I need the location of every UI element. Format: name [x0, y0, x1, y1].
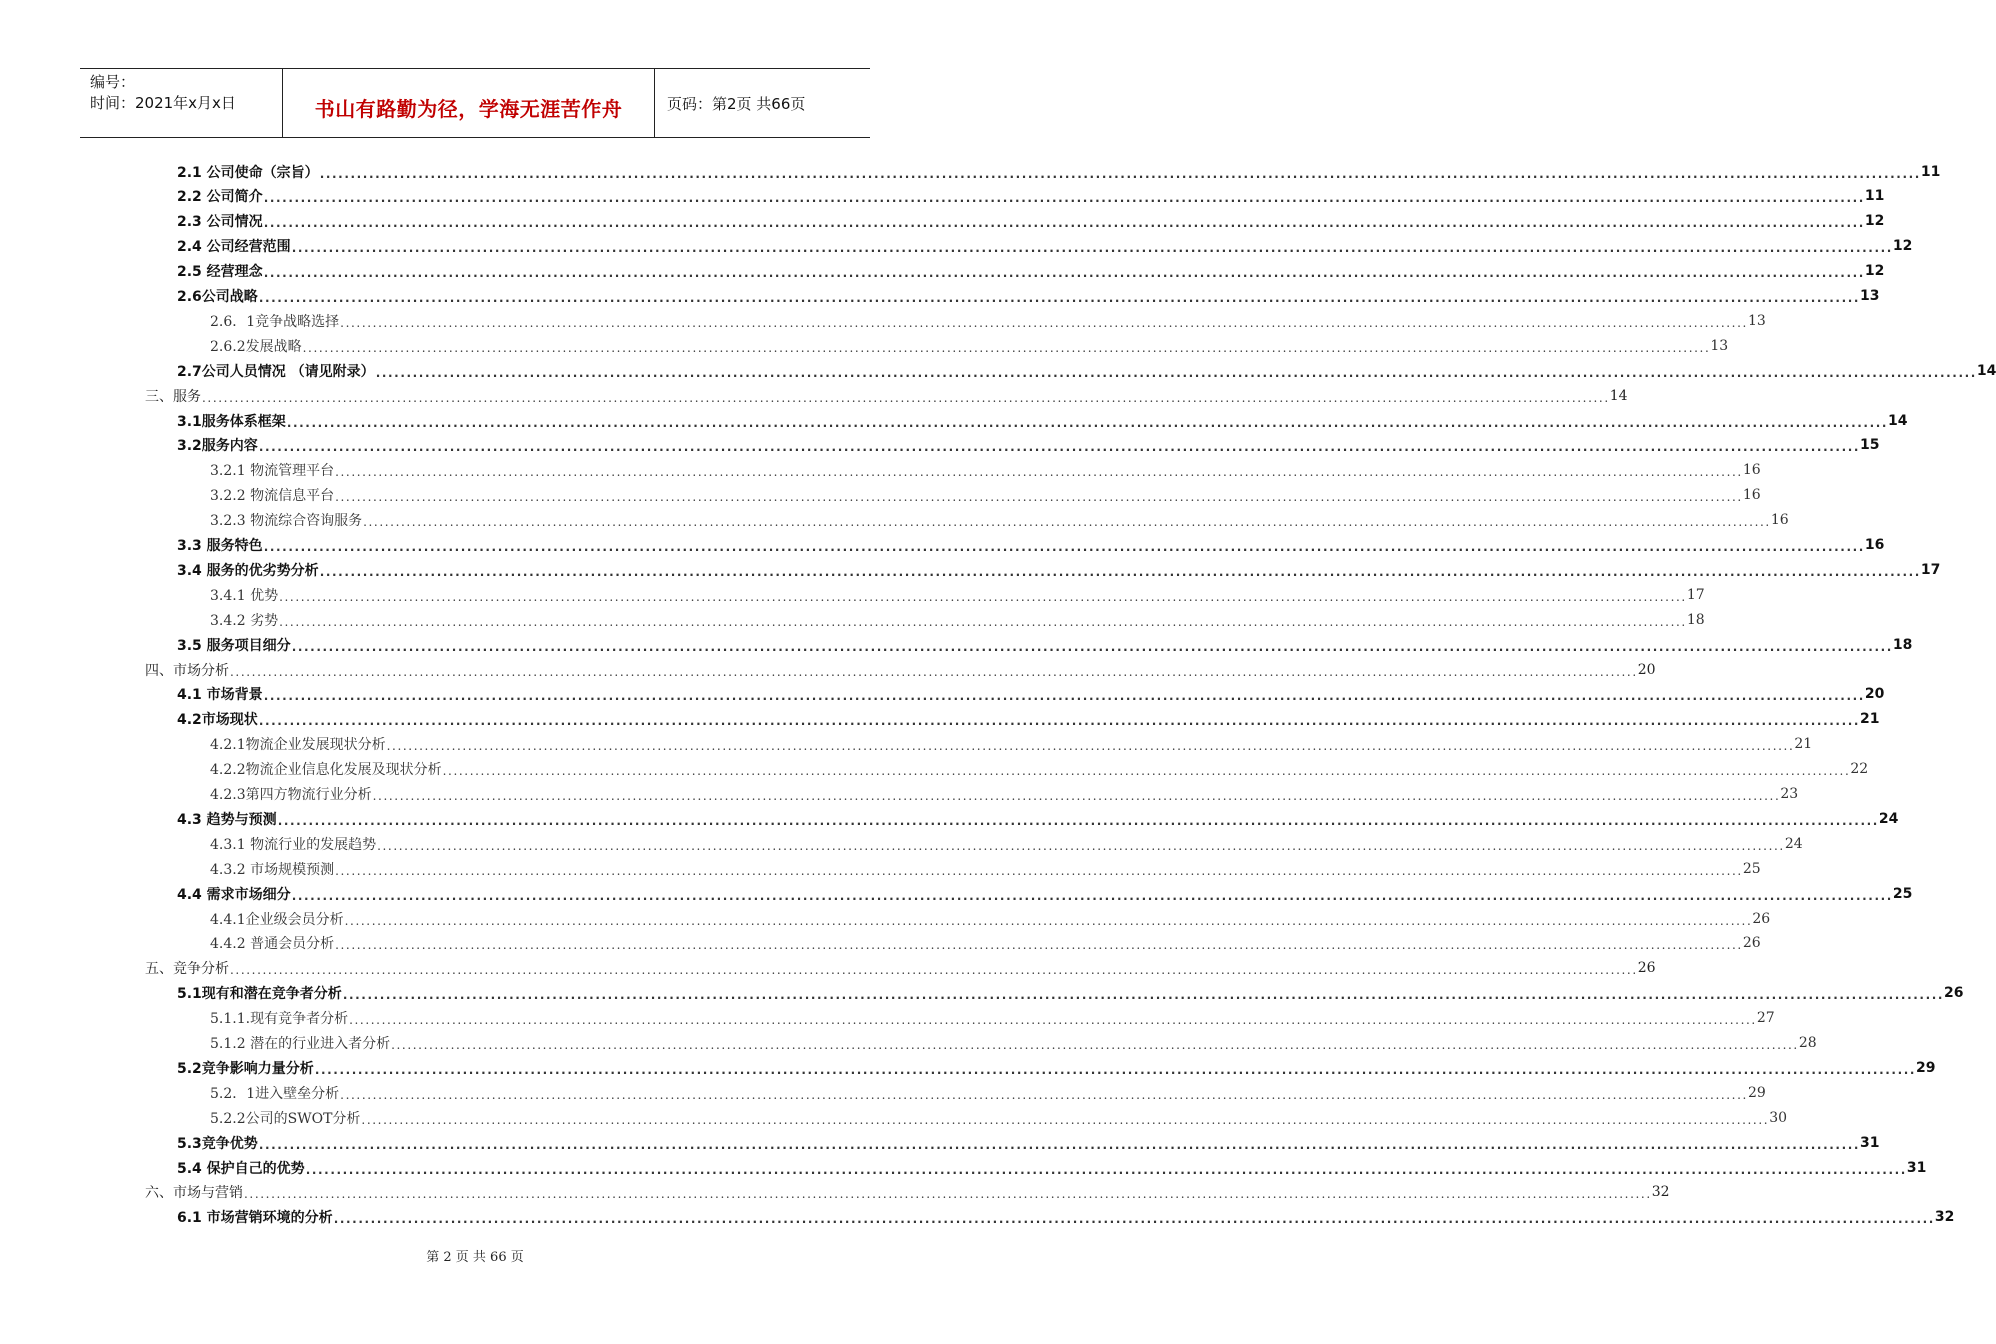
toc-leader-dots: ....................................................................................................................................................................................................................................................................: [377, 838, 1785, 853]
toc-entry-page: 30: [1769, 1109, 1788, 1126]
toc-entry-page: 13: [1747, 312, 1766, 329]
toc-entry-page: 25: [1892, 885, 1913, 902]
toc-entry[interactable]: [177, 707, 1880, 732]
document-number-label: 编号：: [90, 73, 136, 91]
toc-entry-title: 4.4 需求市场细分: [177, 886, 291, 903]
toc-entry-page: 16: [1864, 537, 1885, 553]
toc-entry-title: 3.2服务内容: [177, 438, 258, 455]
toc-entry-title: 6.1 市场营销环境的分析: [177, 1210, 333, 1227]
toc-entry-title: 5.2.2公司的SWOT分析: [210, 1110, 361, 1127]
toc-entry[interactable]: [177, 981, 1964, 1006]
toc-entry-title: 5.2．1进入壁垒分析: [210, 1085, 340, 1102]
toc-leader-dots: ....................................................................................................................................................................................................................................................................: [305, 1162, 1907, 1177]
toc-entry[interactable]: [210, 906, 1771, 931]
toc-entry-page: 20: [1864, 686, 1885, 703]
toc-entry-page: 26: [1752, 910, 1771, 927]
toc-entry[interactable]: [210, 1080, 1766, 1105]
toc-entry[interactable]: [177, 533, 1885, 558]
toc-entry-page: 12: [1864, 213, 1885, 230]
toc-entry[interactable]: [210, 483, 1761, 508]
toc-entry[interactable]: [145, 383, 1628, 408]
toc-entry-page: 26: [1944, 985, 1964, 1002]
toc-entry-title: 5.4 保护自己的优势: [177, 1160, 305, 1177]
toc-leader-dots: ....................................................................................................................................................................................................................................................................: [263, 540, 1865, 554]
toc-entry-title: 5.1.1.现有竞争者分析: [210, 1011, 349, 1028]
toc-entry-title: 3.4.1 优势: [210, 587, 279, 604]
toc-entry[interactable]: [177, 881, 1913, 906]
toc-entry-title: 4.1 市场背景: [177, 687, 263, 704]
toc-leader-dots: ....................................................................................................................................................................................................................................................................: [258, 440, 1861, 455]
toc-entry[interactable]: [210, 782, 1799, 807]
header-meta: [80, 69, 282, 137]
toc-entry-page: 17: [1686, 586, 1705, 603]
toc-entry-page: 16: [1742, 462, 1761, 479]
toc-leader-dots: ....................................................................................................................................................................................................................................................................: [335, 490, 1743, 505]
toc-leader-dots: ....................................................................................................................................................................................................................................................................: [442, 764, 1851, 779]
toc-entry-title: 2.6.2发展战略: [210, 338, 302, 355]
toc-leader-dots: ....................................................................................................................................................................................................................................................................: [286, 415, 1889, 430]
toc-entry-title: 3.5 服务项目细分: [177, 637, 291, 654]
toc-entry-page: 18: [1892, 636, 1913, 653]
toc-entry-title: 5.1现有和潜在竞争者分析: [177, 986, 342, 1003]
toc-leader-dots: ....................................................................................................................................................................................................................................................................: [335, 863, 1743, 878]
toc-leader-dots: ....................................................................................................................................................................................................................................................................: [258, 714, 1861, 729]
toc-entry-page: 24: [1878, 810, 1899, 827]
toc-entry[interactable]: [210, 333, 1729, 358]
toc-entry[interactable]: [177, 408, 1908, 433]
toc-leader-dots: ....................................................................................................................................................................................................................................................................: [335, 465, 1743, 480]
toc-entry-title: 四、市场分析: [145, 662, 229, 679]
toc-entry-page: 26: [1637, 960, 1656, 977]
toc-entry[interactable]: [210, 757, 1869, 782]
toc-entry-title: 3.4 服务的优劣势分析: [177, 562, 319, 579]
toc-entry[interactable]: [210, 1006, 1775, 1031]
toc-entry-title: 4.3.2 市场规模预测: [210, 861, 335, 878]
toc-entry[interactable]: [177, 259, 1885, 284]
toc-entry-page: 21: [1794, 736, 1813, 753]
toc-leader-dots: ....................................................................................................................................................................................................................................................................: [386, 739, 1795, 754]
toc-entry-title: 4.2.3第四方物流行业分析: [210, 787, 372, 803]
toc-leader-dots: ....................................................................................................................................................................................................................................................................: [202, 390, 1610, 405]
toc-leader-dots: ....................................................................................................................................................................................................................................................................: [279, 614, 1687, 629]
toc-leader-dots: ....................................................................................................................................................................................................................................................................: [342, 988, 1945, 1003]
toc-entry-page: 21: [1860, 711, 1880, 728]
toc-leader-dots: ....................................................................................................................................................................................................................................................................: [391, 1038, 1799, 1052]
toc-leader-dots: ....................................................................................................................................................................................................................................................................: [319, 564, 1921, 579]
toc-leader-dots: ....................................................................................................................................................................................................................................................................: [263, 216, 1865, 231]
toc-leader-dots: ....................................................................................................................................................................................................................................................................: [340, 1087, 1748, 1102]
toc-entry[interactable]: [177, 209, 1885, 234]
toc-leader-dots: ....................................................................................................................................................................................................................................................................: [277, 813, 1879, 828]
toc-entry[interactable]: [177, 159, 1941, 184]
toc-entry-title: 3.3 服务特色: [177, 538, 263, 554]
toc-entry-page: 32: [1651, 1184, 1670, 1201]
toc-entry-page: 25: [1742, 860, 1761, 877]
toc-leader-dots: ....................................................................................................................................................................................................................................................................: [340, 315, 1748, 330]
toc-entry-page: 15: [1860, 437, 1880, 454]
toc-entry[interactable]: [177, 557, 1941, 582]
toc-entry-page: 28: [1798, 1035, 1817, 1051]
toc-leader-dots: ....................................................................................................................................................................................................................................................................: [375, 365, 1977, 380]
toc-entry-title: 2.4 公司经营范围: [177, 239, 291, 256]
toc-entry-title: 5.1.2 潜在的行业进入者分析: [210, 1036, 391, 1052]
toc-entry[interactable]: [177, 806, 1899, 831]
toc-entry[interactable]: [177, 1155, 1927, 1180]
toc-leader-dots: ....................................................................................................................................................................................................................................................................: [263, 689, 1865, 704]
toc-leader-dots: ....................................................................................................................................................................................................................................................................: [349, 1013, 1757, 1028]
toc-leader-dots: ....................................................................................................................................................................................................................................................................: [230, 963, 1638, 978]
toc-entry-title: 4.2市场现状: [177, 712, 258, 729]
toc-entry-title: 4.3.1 物流行业的发展趋势: [210, 836, 377, 853]
toc-leader-dots: ....................................................................................................................................................................................................................................................................: [279, 589, 1687, 604]
toc-leader-dots: ....................................................................................................................................................................................................................................................................: [361, 1112, 1770, 1127]
toc-leader-dots: ....................................................................................................................................................................................................................................................................: [258, 1137, 1861, 1152]
toc-entry-title: 4.4.1企业级会员分析: [210, 911, 344, 928]
toc-entry-page: 17: [1920, 561, 1941, 578]
header-page-info: 页码：第2页 共66页: [667, 94, 806, 113]
header-motto: 书山有路勤为径，学海无涯苦作舟: [282, 69, 655, 137]
toc-entry-title: 六、市场与营销: [145, 1185, 243, 1202]
toc-entry-title: 4.3 趋势与预测: [177, 811, 277, 828]
page-footer: 第 2 页 共 66 页: [426, 1250, 524, 1265]
toc-entry-page: 22: [1850, 761, 1869, 778]
toc-leader-dots: ....................................................................................................................................................................................................................................................................: [372, 789, 1781, 803]
toc-entry-title: 2.7公司人员情况 （请见附录）: [177, 363, 375, 380]
toc-leader-dots: ....................................................................................................................................................................................................................................................................: [291, 888, 1893, 903]
toc-entry[interactable]: [210, 582, 1705, 607]
toc-entry[interactable]: [210, 856, 1761, 881]
toc-entry[interactable]: [177, 284, 1880, 309]
toc-entry[interactable]: [210, 732, 1813, 757]
toc-leader-dots: ....................................................................................................................................................................................................................................................................: [319, 166, 1921, 181]
toc-entry[interactable]: [210, 931, 1761, 956]
toc-entry-title: 4.4.2 普通会员分析: [210, 936, 335, 953]
toc-entry-page: 18: [1686, 611, 1705, 628]
toc-leader-dots: ....................................................................................................................................................................................................................................................................: [291, 639, 1893, 654]
toc-entry-title: 2.3 公司情况: [177, 214, 263, 231]
toc-entry[interactable]: [210, 607, 1705, 632]
toc-leader-dots: ....................................................................................................................................................................................................................................................................: [363, 515, 1771, 530]
toc-entry-title: 3.4.2 劣势: [210, 612, 279, 629]
toc-entry-page: 29: [1916, 1059, 1936, 1076]
toc-entry-page: 16: [1770, 512, 1789, 529]
toc-entry[interactable]: [177, 682, 1885, 707]
document-date: 时间：2021年x月x日: [90, 94, 236, 112]
toc-entry-page: 14: [1609, 387, 1628, 404]
toc-entry-page: 13: [1860, 288, 1880, 304]
toc-leader-dots: ....................................................................................................................................................................................................................................................................: [344, 913, 1753, 928]
toc-leader-dots: ....................................................................................................................................................................................................................................................................: [230, 664, 1638, 679]
toc-entry-title: 4.2.1物流企业发展现状分析: [210, 737, 386, 754]
toc-entry[interactable]: [145, 1180, 1670, 1205]
toc-entry-title: 5.3竞争优势: [177, 1135, 258, 1152]
toc-leader-dots: ....................................................................................................................................................................................................................................................................: [333, 1212, 1935, 1227]
toc-entry-page: 32: [1934, 1209, 1955, 1226]
toc-entry-title: 2.6公司战略: [177, 289, 258, 305]
toc-entry[interactable]: [177, 433, 1880, 458]
toc-entry-page: 23: [1780, 786, 1799, 802]
toc-entry-page: 11: [1920, 163, 1941, 180]
toc-entry-page: 12: [1892, 238, 1913, 255]
toc-leader-dots: ....................................................................................................................................................................................................................................................................: [258, 291, 1861, 305]
toc-entry[interactable]: [177, 632, 1913, 657]
toc-entry-title: 3.2.1 物流管理平台: [210, 463, 335, 480]
toc-entry-title: 2.1 公司使命（宗旨）: [177, 164, 319, 181]
toc-entry[interactable]: [145, 657, 1656, 682]
toc-entry[interactable]: [210, 831, 1803, 856]
toc-entry-title: 3.2.3 物流综合咨询服务: [210, 513, 363, 530]
toc-entry-title: 2.6．1竞争战略选择: [210, 313, 340, 330]
toc-entry-title: 五、竞争分析: [145, 961, 229, 978]
toc-entry[interactable]: [177, 1130, 1880, 1155]
toc-entry-page: 13: [1710, 337, 1729, 354]
toc-entry-title: 三、服务: [145, 388, 201, 405]
toc-leader-dots: ....................................................................................................................................................................................................................................................................: [314, 1062, 1917, 1077]
toc-entry[interactable]: [145, 956, 1656, 981]
toc-entry-title: 4.2.2物流企业信息化发展及现状分析: [210, 762, 442, 779]
toc-entry-page: 11: [1864, 188, 1885, 205]
toc-entry-page: 31: [1906, 1159, 1927, 1176]
page-header: [80, 68, 870, 138]
toc-leader-dots: ....................................................................................................................................................................................................................................................................: [335, 938, 1743, 953]
toc-entry-page: 31: [1860, 1134, 1880, 1151]
toc-entry-page: 29: [1747, 1084, 1766, 1101]
toc-entry-page: 14: [1888, 412, 1908, 429]
toc-entry-title: 5.2竞争影响力量分析: [177, 1060, 314, 1077]
toc-entry[interactable]: [177, 1205, 1955, 1230]
toc-entry[interactable]: [210, 1105, 1788, 1130]
toc-leader-dots: ....................................................................................................................................................................................................................................................................: [291, 241, 1893, 256]
toc-leader-dots: ....................................................................................................................................................................................................................................................................: [263, 266, 1865, 281]
toc-entry-page: 14: [1976, 362, 1996, 379]
toc-entry-page: 20: [1637, 661, 1656, 678]
toc-entry[interactable]: [210, 508, 1789, 533]
toc-entry-title: 3.1服务体系框架: [177, 413, 286, 430]
toc-entry[interactable]: [177, 184, 1885, 209]
toc-entry-page: 24: [1784, 835, 1803, 852]
toc-entry[interactable]: [210, 1031, 1817, 1056]
toc-leader-dots: ....................................................................................................................................................................................................................................................................: [244, 1187, 1652, 1202]
toc-leader-dots: ....................................................................................................................................................................................................................................................................: [302, 340, 1711, 355]
toc-entry[interactable]: [177, 358, 1996, 383]
toc-entry-page: 12: [1864, 263, 1885, 280]
toc-entry[interactable]: [177, 1055, 1936, 1080]
toc-entry-page: 16: [1742, 487, 1761, 504]
toc-entry-title: 2.2 公司简介: [177, 189, 263, 206]
toc-entry-title: 3.2.2 物流信息平台: [210, 488, 335, 505]
toc-entry[interactable]: [210, 308, 1766, 333]
toc-leader-dots: ....................................................................................................................................................................................................................................................................: [263, 191, 1865, 206]
toc-entry[interactable]: [177, 234, 1913, 259]
toc-entry-title: 2.5 经营理念: [177, 264, 263, 281]
toc-entry[interactable]: [210, 458, 1761, 483]
toc-entry-page: 26: [1742, 935, 1761, 952]
toc-entry-page: 27: [1756, 1010, 1775, 1027]
